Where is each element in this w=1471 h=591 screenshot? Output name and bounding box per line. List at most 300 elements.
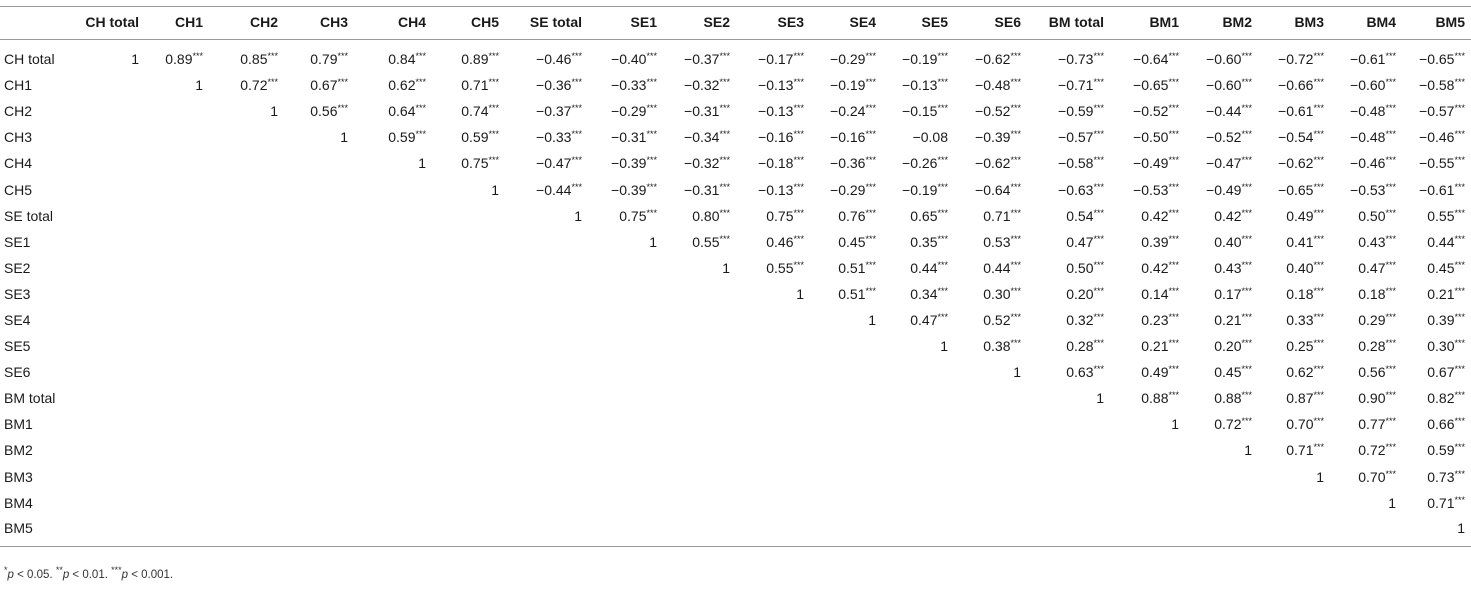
correlation-cell [1185, 307, 1258, 333]
correlation-cell [1402, 464, 1471, 490]
correlation-cell [663, 281, 736, 307]
correlation-cell [1185, 281, 1258, 307]
correlation-value: 0.35 [910, 233, 938, 250]
column-header: CH1 [145, 7, 209, 40]
correlation-cell [354, 437, 432, 463]
correlation-cell [72, 490, 145, 516]
correlation-cell [432, 516, 505, 547]
significance-stars: *** [488, 129, 499, 140]
correlation-cell [1185, 359, 1258, 385]
correlation-value: −0.13 [902, 77, 938, 94]
correlation-cell [1402, 40, 1471, 73]
correlation-value: 0.70 [1286, 416, 1314, 433]
table-row [0, 281, 1471, 307]
correlation-cell [1185, 40, 1258, 73]
correlation-value: −0.13 [758, 103, 794, 120]
correlation-value: 0.41 [1286, 233, 1314, 250]
correlation-cell: 1 [491, 181, 499, 198]
correlation-cell [354, 464, 432, 490]
correlation-cell [588, 307, 663, 333]
correlation-cell [1330, 411, 1402, 437]
correlation-value: 0.50 [1066, 259, 1094, 276]
table-row [0, 490, 1471, 516]
correlation-value: 0.71 [983, 207, 1011, 224]
correlation-cell: 1 [1402, 516, 1471, 547]
significance-stars: *** [1385, 442, 1396, 453]
correlation-value: 0.59 [461, 129, 489, 146]
correlation-cell [1110, 176, 1185, 202]
correlation-value: −0.32 [684, 155, 720, 172]
correlation-cell [1027, 516, 1110, 547]
correlation-cell [882, 281, 954, 307]
significance-stars: *** [571, 129, 582, 140]
correlation-cell [588, 176, 663, 202]
correlation-value: 0.66 [1427, 416, 1455, 433]
significance-stars: *** [793, 103, 804, 114]
correlation-cell [432, 490, 505, 516]
significance-stars: *** [1093, 155, 1104, 166]
significance-stars: *** [865, 103, 876, 114]
significance-stars: *** [415, 77, 426, 88]
correlation-value: 0.55 [766, 259, 794, 276]
significance-stars: *** [1385, 233, 1396, 244]
significance-stars: *** [337, 51, 348, 62]
significance-stars: *** [793, 129, 804, 140]
row-label: SE5 [4, 338, 31, 355]
correlation-cell [505, 281, 588, 307]
correlation-value: 0.50 [1358, 207, 1386, 224]
correlation-value: −0.31 [611, 129, 647, 146]
correlation-cell [432, 150, 505, 176]
table-row [0, 385, 1471, 411]
correlation-value: −0.47 [1206, 155, 1242, 172]
significance-stars: *** [1010, 233, 1021, 244]
correlation-cell [284, 150, 354, 176]
correlation-cell [1330, 203, 1402, 229]
correlation-cell [736, 229, 810, 255]
significance-stars: *** [1313, 390, 1324, 401]
correlation-cell [1027, 124, 1110, 150]
correlation-cell [432, 281, 505, 307]
correlation-cell [1330, 229, 1402, 255]
correlation-cell [663, 359, 736, 385]
correlation-cell [1110, 203, 1185, 229]
correlation-cell [209, 72, 284, 98]
correlation-cell [505, 40, 588, 73]
table-row [0, 40, 1471, 73]
significance-stars: *** [1093, 51, 1104, 62]
correlation-cell [432, 307, 505, 333]
footnote-p-3: p [121, 569, 129, 581]
correlation-cell [663, 203, 736, 229]
correlation-value: 0.51 [838, 285, 866, 302]
correlation-cell [354, 307, 432, 333]
correlation-cell [72, 255, 145, 281]
correlation-cell [1110, 437, 1185, 463]
correlation-cell [954, 411, 1027, 437]
correlation-value: 0.76 [838, 207, 866, 224]
correlation-cell [882, 464, 954, 490]
correlation-cell [72, 124, 145, 150]
correlation-value: 0.55 [692, 233, 720, 250]
correlation-value: 0.74 [461, 103, 489, 120]
significance-stars: *** [1010, 207, 1021, 218]
correlation-value: 0.77 [1358, 416, 1386, 433]
significance-stars: *** [1385, 77, 1396, 88]
correlation-cell [810, 359, 882, 385]
significance-stars: *** [1454, 416, 1465, 427]
correlation-value: 0.40 [1214, 233, 1242, 250]
significance-stars: *** [1093, 181, 1104, 192]
correlation-value: 0.56 [310, 103, 338, 120]
column-header: BM3 [1258, 7, 1330, 40]
correlation-cell [1110, 72, 1185, 98]
significance-stars: *** [1313, 442, 1324, 453]
correlation-cell [209, 150, 284, 176]
correlation-value: −0.29 [830, 51, 866, 68]
correlation-cell [1258, 411, 1330, 437]
footnote-p-2: p [62, 569, 70, 581]
correlation-cell [1185, 464, 1258, 490]
correlation-value: −0.29 [611, 103, 647, 120]
significance-stars: *** [1093, 77, 1104, 88]
correlation-value: 0.33 [1286, 311, 1314, 328]
correlation-cell [588, 40, 663, 73]
correlation-value: 0.59 [388, 129, 416, 146]
significance-stars: *** [1385, 364, 1396, 375]
correlation-cell [1258, 516, 1330, 547]
significance-stars: *** [1241, 51, 1252, 62]
correlation-cell [354, 98, 432, 124]
correlation-cell [954, 333, 1027, 359]
correlation-cell [432, 464, 505, 490]
correlation-cell [663, 385, 736, 411]
correlation-cell [145, 464, 209, 490]
column-header: CH total [72, 7, 145, 40]
correlation-cell [354, 229, 432, 255]
correlation-cell [1110, 307, 1185, 333]
column-header: CH4 [354, 7, 432, 40]
correlation-cell [810, 72, 882, 98]
correlation-cell [209, 307, 284, 333]
correlation-value: −0.13 [758, 181, 794, 198]
correlation-value: −0.39 [611, 181, 647, 198]
correlation-value: 0.45 [1214, 364, 1242, 381]
correlation-value: 0.20 [1214, 338, 1242, 355]
significance-stars: *** [1010, 338, 1021, 349]
significance-stars: *** [1385, 103, 1396, 114]
correlation-cell [588, 98, 663, 124]
column-header: BM5 [1402, 7, 1471, 40]
significance-stars: *** [793, 155, 804, 166]
correlation-cell [505, 359, 588, 385]
correlation-cell [1027, 176, 1110, 202]
significance-stars: *** [719, 181, 730, 192]
correlation-cell [209, 516, 284, 547]
correlation-cell [663, 72, 736, 98]
correlation-cell [882, 229, 954, 255]
correlation-cell [284, 333, 354, 359]
significance-stars: *** [1454, 233, 1465, 244]
significance-stars: *** [1454, 129, 1465, 140]
correlation-value: 0.42 [1141, 207, 1169, 224]
correlation-cell [432, 385, 505, 411]
correlation-cell: 1 [574, 207, 582, 224]
correlation-value: 0.55 [1427, 207, 1455, 224]
correlation-value: 0.72 [1358, 442, 1386, 459]
significance-stars: *** [1241, 338, 1252, 349]
correlation-cell [810, 40, 882, 73]
row-label: SE6 [4, 364, 31, 381]
correlation-value: −0.61 [1350, 51, 1386, 68]
correlation-value: −0.46 [1350, 155, 1386, 172]
significance-stars: *** [719, 129, 730, 140]
significance-stars: *** [1168, 207, 1179, 218]
correlation-cell [145, 150, 209, 176]
correlation-cell [1110, 229, 1185, 255]
correlation-value: 0.89 [165, 51, 193, 68]
correlation-value: −0.33 [611, 77, 647, 94]
significance-stars: *** [1454, 155, 1465, 166]
correlation-value: 0.80 [692, 207, 720, 224]
correlation-value: 0.49 [1286, 207, 1314, 224]
correlation-cell [882, 98, 954, 124]
significance-stars: *** [1010, 311, 1021, 322]
correlation-cell [432, 229, 505, 255]
correlation-cell [736, 40, 810, 73]
correlation-cell: 1 [418, 155, 426, 172]
significance-stars: *** [1313, 311, 1324, 322]
correlation-cell [1110, 150, 1185, 176]
significance-stars: *** [1313, 285, 1324, 296]
correlation-value: −0.37 [536, 103, 572, 120]
correlation-value: 0.59 [1427, 442, 1455, 459]
correlation-cell [1027, 229, 1110, 255]
significance-stars: *** [1313, 181, 1324, 192]
correlation-value: 0.39 [1141, 233, 1169, 250]
correlation-value: 0.42 [1141, 259, 1169, 276]
correlation-cell: 1 [1316, 468, 1324, 485]
significance-stars: *** [1168, 233, 1179, 244]
correlation-value: 0.40 [1286, 259, 1314, 276]
significance-stars: *** [793, 259, 804, 270]
correlation-value: 0.65 [910, 207, 938, 224]
correlation-cell [1330, 464, 1402, 490]
correlation-value: −0.52 [975, 103, 1011, 120]
correlation-cell [1258, 40, 1330, 73]
correlation-cell [1027, 333, 1110, 359]
correlation-cell: 1 [649, 233, 657, 250]
significance-stars: *** [267, 51, 278, 62]
correlation-value: 0.87 [1286, 390, 1314, 407]
row-label: SE total [4, 207, 54, 224]
row-label: CH total [4, 51, 55, 68]
correlation-cell [954, 203, 1027, 229]
significance-stars: *** [937, 285, 948, 296]
correlation-cell [72, 333, 145, 359]
significance-stars: *** [415, 103, 426, 114]
significance-stars: *** [1454, 364, 1465, 375]
row-label: SE2 [4, 259, 31, 276]
correlation-cell [354, 72, 432, 98]
correlation-value: −0.58 [1419, 77, 1455, 94]
row-label: SE3 [4, 285, 31, 302]
significance-stars: *** [937, 155, 948, 166]
correlation-cell [1402, 307, 1471, 333]
correlation-cell [72, 281, 145, 307]
correlation-value: 0.21 [1141, 338, 1169, 355]
row-label: CH5 [4, 181, 33, 198]
significance-stars: *** [1093, 338, 1104, 349]
correlation-cell [1330, 516, 1402, 547]
correlation-value: 0.62 [388, 77, 416, 94]
correlation-cell [1110, 124, 1185, 150]
correlation-cell [954, 72, 1027, 98]
correlation-cell [1185, 229, 1258, 255]
correlation-value: −0.65 [1419, 51, 1455, 68]
correlation-cell [72, 411, 145, 437]
significance-stars: *** [793, 51, 804, 62]
correlation-value: −0.44 [1206, 103, 1242, 120]
correlation-cell [882, 203, 954, 229]
correlation-value: −0.31 [684, 181, 720, 198]
correlation-value: −0.48 [1350, 103, 1386, 120]
significance-stars: *** [937, 233, 948, 244]
correlation-value: −0.47 [536, 155, 572, 172]
correlation-cell [882, 490, 954, 516]
correlation-value: −0.54 [1278, 129, 1314, 146]
correlation-cell [1185, 203, 1258, 229]
correlation-value: 0.44 [910, 259, 938, 276]
correlation-value: 0.82 [1427, 390, 1455, 407]
correlation-cell [1402, 385, 1471, 411]
correlation-value: −0.62 [975, 155, 1011, 172]
correlation-cell [663, 40, 736, 73]
correlation-cell [284, 281, 354, 307]
correlation-value: 0.39 [1427, 311, 1455, 328]
significance-stars: *** [1010, 129, 1021, 140]
significance-stars: *** [1168, 259, 1179, 270]
correlation-cell [1027, 464, 1110, 490]
correlation-cell [284, 385, 354, 411]
footnote-star-1: * [4, 565, 8, 575]
significance-stars: *** [937, 181, 948, 192]
correlation-value: −0.40 [611, 51, 647, 68]
significance-stars: *** [1385, 155, 1396, 166]
significance-stars: *** [865, 181, 876, 192]
significance-stars: *** [1241, 233, 1252, 244]
correlation-value: −0.64 [975, 181, 1011, 198]
table-row [0, 411, 1471, 437]
correlation-cell: 1 [270, 103, 278, 120]
significance-stars: *** [865, 233, 876, 244]
correlation-value: −0.39 [611, 155, 647, 172]
correlation-value: −0.26 [902, 155, 938, 172]
correlation-cell [209, 40, 284, 73]
correlation-cell [505, 255, 588, 281]
correlation-value: −0.16 [830, 129, 866, 146]
correlation-cell [432, 333, 505, 359]
significance-stars: *** [1241, 103, 1252, 114]
correlation-cell [1330, 307, 1402, 333]
correlation-cell [505, 307, 588, 333]
correlation-cell [209, 176, 284, 202]
correlation-cell [882, 411, 954, 437]
correlation-cell [1330, 281, 1402, 307]
correlation-cell [810, 255, 882, 281]
correlation-cell [588, 385, 663, 411]
significance-stars: *** [1241, 207, 1252, 218]
correlation-cell [1185, 385, 1258, 411]
correlation-value: −0.55 [1419, 155, 1455, 172]
correlation-cell [72, 176, 145, 202]
correlation-value: 0.72 [240, 77, 268, 94]
significance-stars: *** [646, 207, 657, 218]
correlation-cell [145, 333, 209, 359]
correlation-cell [72, 203, 145, 229]
correlation-cell [1258, 307, 1330, 333]
correlation-value: 0.47 [1066, 233, 1094, 250]
correlation-cell [736, 72, 810, 98]
correlation-value: 0.28 [1066, 338, 1094, 355]
correlation-cell [1027, 359, 1110, 385]
significance-stars: *** [1010, 51, 1021, 62]
correlation-cell [209, 490, 284, 516]
correlation-value: −0.15 [902, 103, 938, 120]
significance-stars: *** [719, 207, 730, 218]
correlation-cell [145, 203, 209, 229]
correlation-value: −0.57 [1058, 129, 1094, 146]
table-row [0, 176, 1471, 202]
correlation-cell [1402, 490, 1471, 516]
significance-stars: *** [488, 77, 499, 88]
correlation-value: −0.19 [830, 77, 866, 94]
significance-stars: *** [1168, 77, 1179, 88]
correlation-cell [810, 124, 882, 150]
correlation-cell [588, 203, 663, 229]
correlation-cell [72, 437, 145, 463]
footnote-threshold-2: < 0.01. [69, 569, 112, 581]
correlation-cell [1258, 385, 1330, 411]
significance-stars: *** [1454, 468, 1465, 479]
correlation-table [0, 6, 1471, 547]
correlation-value: 0.44 [983, 259, 1011, 276]
significance-stars: *** [1454, 494, 1465, 505]
correlation-cell [810, 333, 882, 359]
correlation-cell [954, 281, 1027, 307]
correlation-cell [145, 437, 209, 463]
correlation-cell [284, 98, 354, 124]
significance-stars: *** [1313, 233, 1324, 244]
correlation-value: −0.34 [684, 129, 720, 146]
correlation-cell [505, 229, 588, 255]
correlation-value: −0.62 [1278, 155, 1314, 172]
significance-stars: *** [646, 181, 657, 192]
row-label: BM2 [4, 442, 33, 459]
correlation-value: −0.53 [1133, 181, 1169, 198]
table-row [0, 255, 1471, 281]
correlation-value: 0.70 [1358, 468, 1386, 485]
correlation-cell [1402, 437, 1471, 463]
significance-stars: *** [1093, 285, 1104, 296]
correlation-value: 0.79 [310, 51, 338, 68]
correlation-cell [1258, 255, 1330, 281]
significance-stars: *** [571, 181, 582, 192]
correlation-cell [284, 411, 354, 437]
correlation-value: 0.44 [1427, 233, 1455, 250]
significance-stars: *** [1385, 416, 1396, 427]
correlation-value: −0.64 [1133, 51, 1169, 68]
